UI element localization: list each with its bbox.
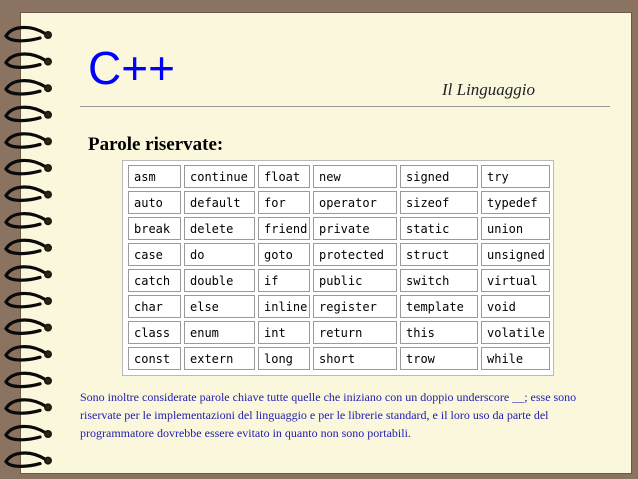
ring-hole bbox=[44, 297, 52, 305]
keyword-cell: float bbox=[258, 165, 310, 188]
keyword-cell: switch bbox=[400, 269, 478, 292]
keyword-cell: class bbox=[128, 321, 181, 344]
keyword-cell: private bbox=[313, 217, 397, 240]
keyword-cell: char bbox=[128, 295, 181, 318]
keyword-cell: case bbox=[128, 243, 181, 266]
keyword-cell: int bbox=[258, 321, 310, 344]
keywords-grid bbox=[123, 161, 553, 374]
ring-hole bbox=[44, 244, 52, 252]
spiral-ring bbox=[6, 400, 46, 413]
keyword-cell: operator bbox=[313, 191, 397, 214]
keyword-cell: if bbox=[258, 269, 310, 292]
keyword-cell: const bbox=[128, 347, 181, 370]
ring-hole bbox=[44, 403, 52, 411]
spiral-ring bbox=[6, 54, 46, 67]
keyword-cell: sizeof bbox=[400, 191, 478, 214]
keyword-cell: delete bbox=[184, 217, 255, 240]
ring-hole bbox=[44, 164, 52, 172]
keyword-cell: volatile bbox=[481, 321, 550, 344]
ring-hole bbox=[44, 430, 52, 438]
keyword-cell: typedef bbox=[481, 191, 550, 214]
slide-subtitle: Il Linguaggio bbox=[442, 80, 536, 99]
keyword-cell: default bbox=[184, 191, 255, 214]
spiral-ring bbox=[6, 320, 46, 333]
spiral-ring bbox=[6, 187, 46, 200]
keyword-cell: asm bbox=[128, 165, 181, 188]
keyword-cell: else bbox=[184, 295, 255, 318]
keyword-cell: while bbox=[481, 347, 550, 370]
ring-hole bbox=[44, 270, 52, 278]
ring-hole bbox=[44, 377, 52, 385]
keyword-cell: friend bbox=[258, 217, 310, 240]
keyword-cell: enum bbox=[184, 321, 255, 344]
keyword-cell: double bbox=[184, 269, 255, 292]
keyword-cell: continue bbox=[184, 165, 255, 188]
title-divider bbox=[80, 106, 610, 107]
ring-hole bbox=[44, 191, 52, 199]
spiral-ring bbox=[6, 453, 46, 466]
section-heading: Parole riservate: bbox=[88, 134, 224, 155]
spiral-ring bbox=[6, 214, 46, 227]
keyword-cell: static bbox=[400, 217, 478, 240]
keyword-cell: unsigned bbox=[481, 243, 550, 266]
keyword-cell: auto bbox=[128, 191, 181, 214]
spiral-ring bbox=[6, 81, 46, 94]
spiral-ring bbox=[6, 293, 46, 306]
ring-hole bbox=[44, 350, 52, 358]
spiral-ring bbox=[6, 347, 46, 360]
keyword-cell: protected bbox=[313, 243, 397, 266]
spiral-ring bbox=[6, 160, 46, 173]
spiral-ring bbox=[6, 107, 46, 120]
ring-hole bbox=[44, 457, 52, 465]
slide-title: C++ bbox=[88, 42, 175, 94]
keyword-cell: union bbox=[481, 217, 550, 240]
ring-hole bbox=[44, 137, 52, 145]
keyword-cell: trow bbox=[400, 347, 478, 370]
footnote-text: Sono inoltre considerate parole chiave tutte quelle che iniziano con un doppio underscore __; esse sono riservate per le implementazioni del linguaggio e per le librerie standard, e il loro uso da parte del programmatore dovrebbe essere evitato in quanto non sono portabili. bbox=[80, 390, 577, 440]
ring-hole bbox=[44, 84, 52, 92]
keyword-cell: public bbox=[313, 269, 397, 292]
keyword-cell: inline bbox=[258, 295, 310, 318]
spiral-ring bbox=[6, 373, 46, 386]
keyword-cell: short bbox=[313, 347, 397, 370]
keyword-cell: break bbox=[128, 217, 181, 240]
keyword-cell: this bbox=[400, 321, 478, 344]
keyword-cell: goto bbox=[258, 243, 310, 266]
spiral-binding-icon bbox=[0, 14, 70, 474]
keyword-cell: catch bbox=[128, 269, 181, 292]
ring-hole bbox=[44, 217, 52, 225]
spiral-ring bbox=[6, 426, 46, 439]
keyword-cell: template bbox=[400, 295, 478, 318]
keyword-cell: void bbox=[481, 295, 550, 318]
spiral-ring bbox=[6, 267, 46, 280]
keyword-cell: try bbox=[481, 165, 550, 188]
keywords-table bbox=[122, 160, 554, 376]
ring-hole bbox=[44, 58, 52, 66]
ring-hole bbox=[44, 324, 52, 332]
spiral-ring bbox=[6, 134, 46, 147]
keyword-cell: virtual bbox=[481, 269, 550, 292]
keyword-cell: new bbox=[313, 165, 397, 188]
keyword-cell: register bbox=[313, 295, 397, 318]
spiral-ring bbox=[6, 27, 46, 40]
ring-hole bbox=[44, 111, 52, 119]
ring-hole bbox=[44, 31, 52, 39]
keyword-cell: long bbox=[258, 347, 310, 370]
keyword-cell: signed bbox=[400, 165, 478, 188]
keyword-cell: for bbox=[258, 191, 310, 214]
keyword-cell: do bbox=[184, 243, 255, 266]
keyword-cell: extern bbox=[184, 347, 255, 370]
keyword-cell: return bbox=[313, 321, 397, 344]
spiral-ring bbox=[6, 240, 46, 253]
keyword-cell: struct bbox=[400, 243, 478, 266]
